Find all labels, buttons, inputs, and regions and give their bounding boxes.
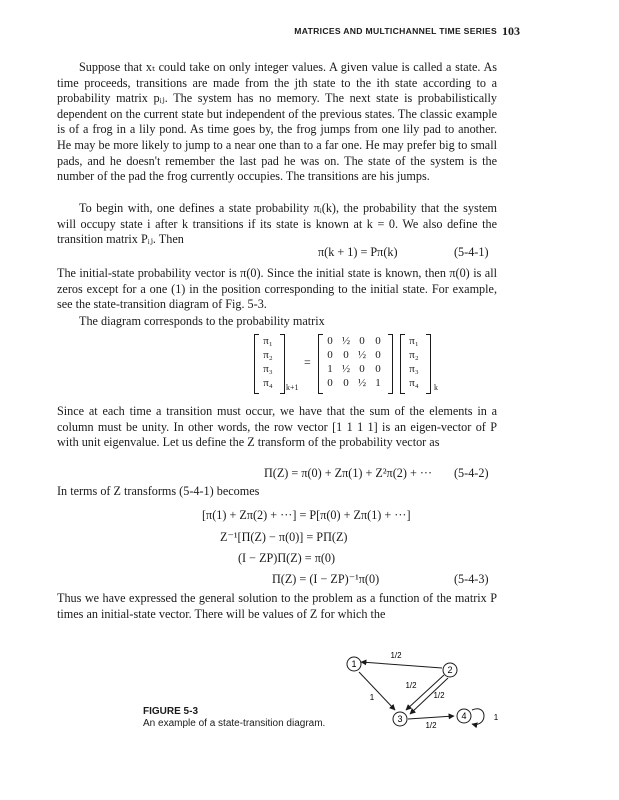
equation-5-4-3: Π(Z) = (I − ZP)⁻¹π(0) [272,572,380,586]
paragraph-diagram-matrix: The diagram corresponds to the probability matrix [79,314,325,328]
equation-number-5-4-3: (5-4-3) [454,572,489,586]
right-vector-bracket-right [426,334,431,394]
state-transition-diagram [338,648,518,748]
vector-entry: π₂ [263,349,273,361]
right-vector-bracket-left [400,334,405,394]
vector-entry: π₁ [263,335,273,347]
p-matrix-bracket-right [388,334,393,394]
edge-label-4-self: 1 [493,713,499,722]
figure-title: FIGURE 5-3 [143,706,199,717]
paragraph-markov-intro: Suppose that xₜ could take on only integer values. A given value is called a state. As time proceeds, transitions are made from the jth state to the ith state according to a probability matrix pᵢⱼ. The system has no memory. The next state is probabilistically dependent on the current state but independent of the previous states. The classic example is of a frog in a lily pond. As time goes by, the frog jumps from one lily pad to another. He may be more likely to jump to a near one than to a far one. He may prefer big to small pads, and he doesn't remember the last pad he was on. The state of the system is the number of the pad the frog currently occupies. The transitions are his jumps. [57,60,497,184]
probability-matrix-equation [250,334,490,394]
edge-4-self-loop [472,709,484,725]
matrix-entry: 0 [359,335,365,347]
matrix-entry: ½ [341,363,351,375]
matrix-entry: 0 [327,377,333,389]
edge-label-1-to-3: 1 [369,693,375,702]
left-vector-bracket-left [254,334,259,394]
matrix-equals-sign: = [304,355,311,369]
matrix-entry: 0 [327,349,333,361]
vector-entry: π₃ [409,363,419,375]
paragraph-initial-state: The initial-state probability vector is π(0). Since the initial state is known, then π(0) is all zeros except for a one (1) in the position corresponding to the initial state. For example, see the state-transition diagram of Fig. 5-3. [57,266,497,312]
vector-entry: π₄ [409,377,419,389]
matrix-entry: ½ [357,377,367,389]
matrix-entry: 1 [327,363,333,375]
paragraph-state-probability: To begin with, one defines a state probability πᵢ(k), the probability that the system will occupy state i after k transitions if its state is known at k = 0. We also define the transition matrix Pᵢⱼ. Then [57,201,497,247]
paragraph-eigenvector: Since at each time a transition must occur, we have that the sum of the elements in a column must be unity. In other words, the row vector [1 1 1 1] is an eigen-vector of P with unit eigenvalue. Let us define the Z transform of the probability vector as [57,404,497,450]
edge-label-2-to-3-upper: 1/2 [405,681,417,690]
vector-entry: π₂ [409,349,419,361]
matrix-entry: ½ [357,349,367,361]
state-node-4 [457,709,471,723]
matrix-entry: 0 [375,363,381,375]
vector-entry: π₃ [263,363,273,375]
matrix-entry: 0 [359,363,365,375]
edge-label-2-to-3-lower: 1/2 [433,691,445,700]
equation-z-transform-line3: (I − ZP)Π(Z) = π(0) [238,551,336,565]
edge-1-to-3 [359,672,395,710]
svg-text:3: 3 [397,714,403,724]
equation-number-5-4-2: (5-4-2) [454,466,489,480]
svg-text:4: 4 [461,711,467,721]
edge-3-to-4 [408,716,454,719]
edge-label-2-to-1: 1/2 [390,651,402,660]
state-node-3 [393,712,407,726]
svg-text:1: 1 [351,659,357,669]
vector-entry: π₄ [263,377,273,389]
matrix-entry: 1 [375,377,381,389]
equation-number-5-4-1: (5-4-1) [454,245,489,259]
state-node-2 [443,663,457,677]
svg-text:2: 2 [447,665,453,675]
matrix-entry: 0 [343,349,349,361]
equation-z-transform-line2: Z⁻¹[Π(Z) − π(0)] = PΠ(Z) [220,530,348,544]
matrix-entry: 0 [375,335,381,347]
matrix-entry: 0 [375,349,381,361]
equation-5-4-2: Π(Z) = π(0) + Zπ(1) + Z²π(2) + ··· [264,466,433,480]
state-node-1 [347,657,361,671]
matrix-entry: ½ [341,335,351,347]
running-header: MATRICES AND MULTICHANNEL TIME SERIES [294,26,497,36]
page-number: 103 [502,24,520,38]
right-vector-subscript: k [434,383,438,392]
edge-2-to-1 [361,662,442,668]
figure-caption [143,706,333,729]
figure-caption-text: An example of a state-transition diagram. [143,717,326,729]
equation-5-4-1: π(k + 1) = Pπ(k) [318,245,398,259]
matrix-entry: 0 [327,335,333,347]
paragraph-z-transforms: In terms of Z transforms (5-4-1) becomes [57,484,260,498]
paragraph-general-solution: Thus we have expressed the general solution to the problem as a function of the matrix P times an initial-state vector. There will be values of Z for which the [57,591,497,621]
vector-entry: π₁ [409,335,419,347]
equation-z-transform-line1: [π(1) + Zπ(2) + ···] = P[π(0) + Zπ(1) + ···] [202,508,411,522]
left-vector-subscript: k+1 [286,383,299,392]
matrix-entry: 0 [343,377,349,389]
left-vector-bracket-right [280,334,285,394]
edge-label-3-to-4: 1/2 [425,721,437,730]
